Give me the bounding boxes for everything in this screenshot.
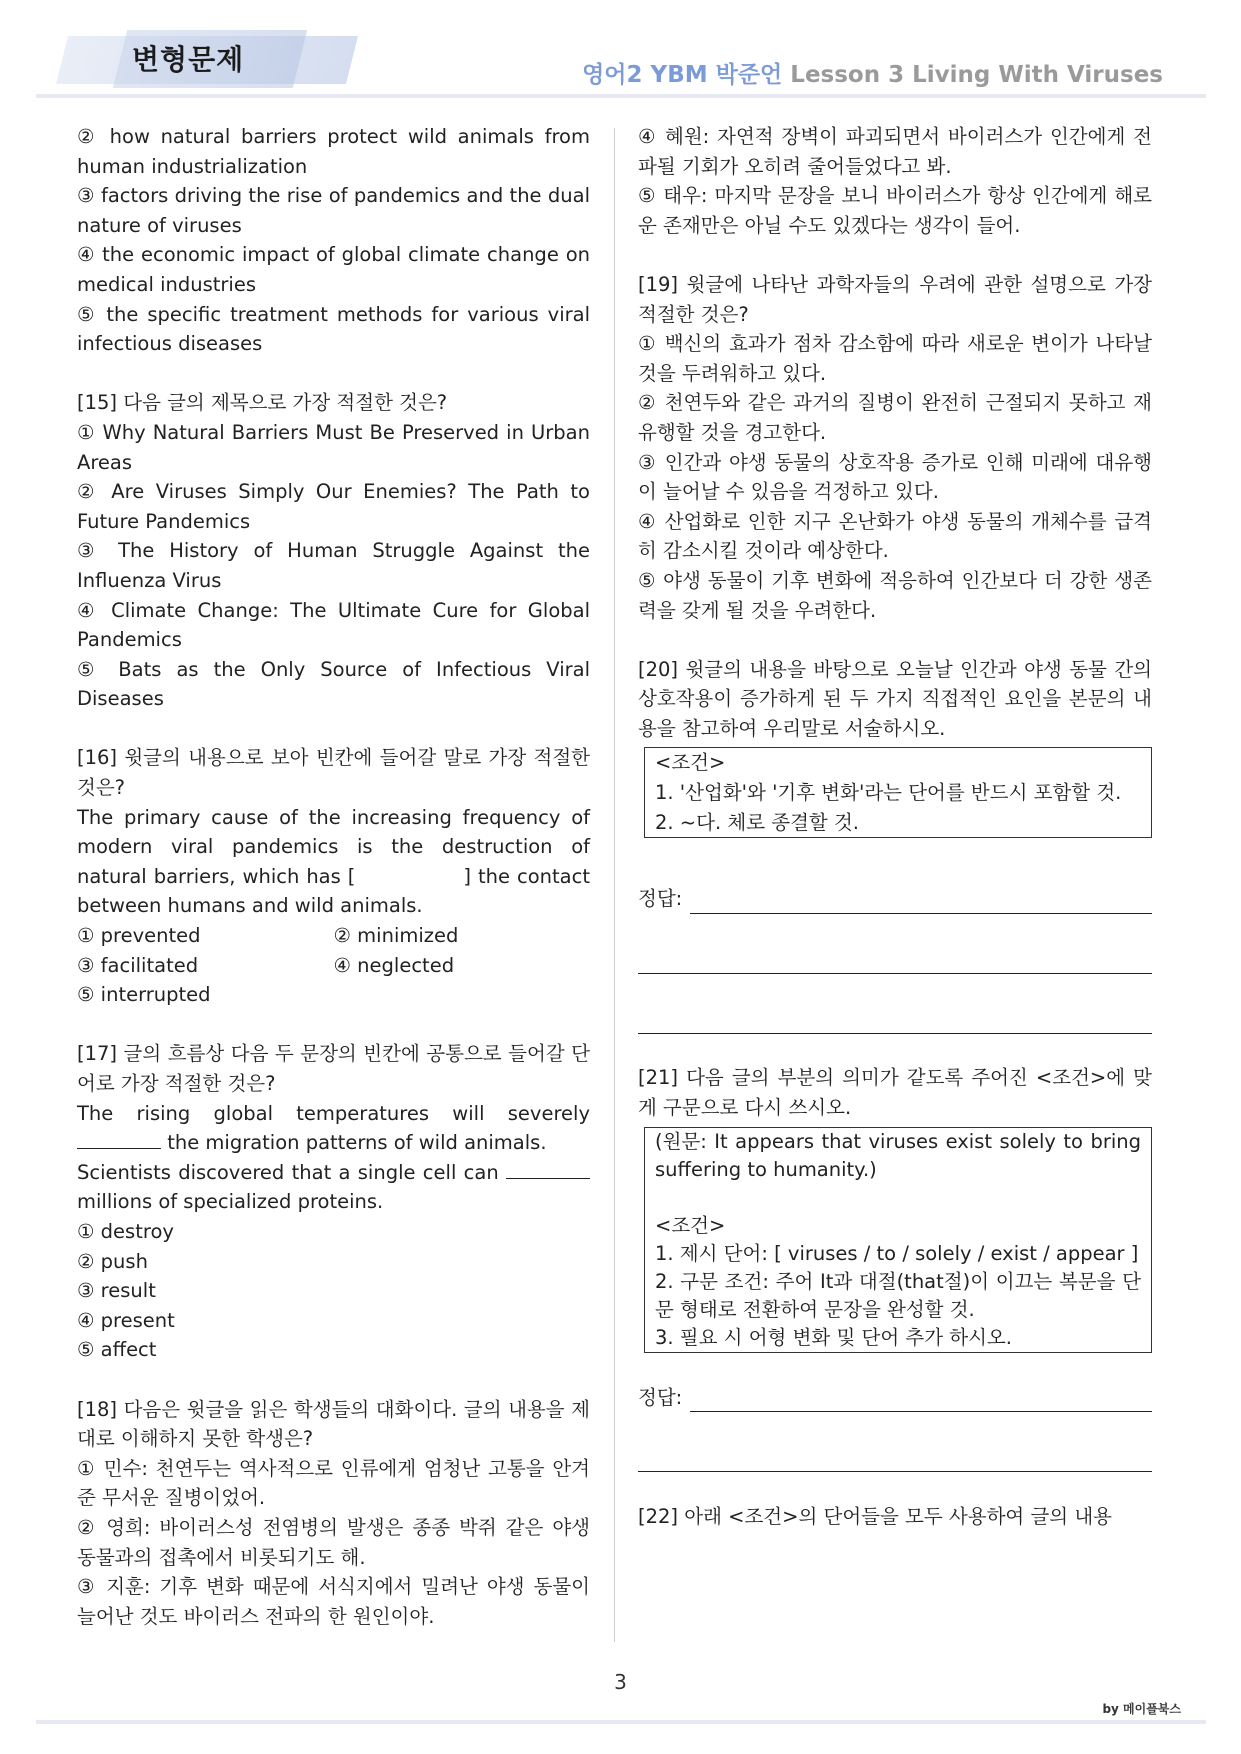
q19-option: ② 천연두와 같은 과거의 질병이 완전히 근절되지 못하고 재유행할 것을 경고한다.	[638, 391, 1152, 444]
q15-stem: [15] 다음 글의 제목으로 가장 적절한 것은?	[77, 391, 448, 415]
q17-s2-part-b: millions of specialized proteins.	[77, 1190, 384, 1214]
q18-option: ② 영희: 바이러스성 전염병의 발생은 종종 박쥐 같은 야생 동물과의 접촉에서 비롯되기도 해.	[77, 1515, 590, 1569]
q17-s2-part-a: Scientists discovered that a single cell can	[77, 1160, 499, 1184]
q17-blank	[506, 1160, 590, 1179]
q16-option: ⑤ interrupted	[77, 983, 211, 1007]
q18-stem: [18] 다음은 윗글을 읽은 학생들의 대화이다. 글의 내용을 제대로 이해하지 못한 학생은?	[77, 1397, 590, 1451]
q17-blank	[77, 1130, 161, 1149]
q18-option: ④ 혜원: 자연적 장벽이 파괴되면서 바이러스가 인간에게 전파될 기회가 오히려 줄어들었다고 봐.	[638, 125, 1152, 178]
answer-label: 정답:	[638, 1385, 683, 1409]
header-lesson: Lesson 3 Living With Viruses	[790, 62, 1163, 88]
q16-options-row	[77, 921, 590, 951]
q17-s1-part-a: The rising global temperatures will severely	[77, 1101, 590, 1125]
column-divider	[614, 128, 615, 1642]
q17-option: ④ present	[77, 1308, 175, 1332]
q14-option: ⑤ the specific treatment methods for various viral infectious diseases	[77, 302, 590, 356]
q19-stem: [19] 윗글에 나타난 과학자들의 우려에 관한 설명으로 가장 적절한 것은?	[638, 272, 1152, 326]
condition-title: <조건>	[655, 751, 726, 775]
footer-divider	[36, 1720, 1206, 1724]
q19-option: ③ 인간과 야생 동물의 상호작용 증가로 인해 미래에 대유행이 늘어날 수 있음을 걱정하고 있다.	[638, 450, 1152, 504]
answer-line[interactable]	[690, 889, 1152, 914]
q20-stem: [20] 윗글의 내용을 바탕으로 오늘날 인간과 야생 동물 간의 상호작용이 증가하게 된 두 가지 직접적인 요인을 본문의 내용을 참고하여 우리말로 서술하시오.	[638, 657, 1152, 740]
condition-item: 1. '산업화'와 '기후 변화'라는 단어를 반드시 포함할 것.	[655, 781, 1122, 805]
q16-option: ② minimized	[333, 924, 459, 948]
q16-stem: [16] 윗글의 내용으로 보아 빈칸에 들어갈 말로 가장 적절한 것은?	[77, 746, 590, 800]
page-number: 3	[614, 1670, 627, 1694]
q16-option: ① prevented	[77, 924, 201, 948]
q17-s1-part-b: the migration patterns of wild animals.	[167, 1131, 547, 1155]
q15-option: ③ The History of Human Struggle Against the Influenza Virus	[77, 539, 590, 592]
answer-label: 정답:	[638, 887, 683, 911]
section-label: 변형문제	[132, 43, 245, 76]
q21-condition-box	[644, 1127, 1152, 1353]
condition-title: <조건>	[655, 1213, 726, 1237]
q19-option: ⑤ 야생 동물이 기후 변화에 적응하여 인간보다 더 강한 생존력을 갖게 될 것을 우려한다.	[638, 568, 1152, 622]
q16-options-row	[77, 951, 590, 981]
q16-passage	[77, 803, 590, 921]
header-divider	[36, 94, 1206, 98]
q16-option: ④ neglected	[333, 953, 455, 977]
q15-option: ⑤ Bats as the Only Source of Infectious Viral Diseases	[77, 657, 590, 711]
header-subject: 영어2 YBM 박준언	[582, 62, 783, 88]
q14-option: ④ the economic impact of global climate change on medical industries	[77, 243, 590, 296]
condition-item: 2. 구문 조건: 주어 It과 대절(that절)이 이끄는 복문을 단문 형태로 전환하여 문장을 완성할 것.	[655, 1269, 1141, 1321]
q17-stem: [17] 글의 흐름상 다음 두 문장의 빈칸에 공통으로 들어갈 단어로 가장 적절한 것은?	[77, 1042, 590, 1095]
publisher-credit: by 메이플북스	[1102, 1702, 1181, 1716]
left-column	[77, 122, 590, 1631]
q15-option: ④ Climate Change: The Ultimate Cure for Global Pandemics	[77, 598, 590, 652]
q17-sentence-2	[77, 1158, 590, 1217]
q15-option: ② Are Viruses Simply Our Enemies? The Path to Future Pandemics	[77, 480, 590, 533]
q18-option: ① 민수: 천연두는 역사적으로 인류에게 엄청난 고통을 안겨준 무서운 질병이었어.	[77, 1456, 590, 1510]
q19-option: ① 백신의 효과가 점차 감소함에 따라 새로운 변이가 나타날 것을 두려워하고 있다.	[638, 332, 1152, 385]
q15-option: ① Why Natural Barriers Must Be Preserved in Urban Areas	[77, 420, 590, 474]
q18-option: ③ 지훈: 기후 변화 때문에 서식지에서 밀려난 야생 동물이 늘어난 것도 바이러스 전파의 한 원인이야.	[77, 1575, 590, 1628]
q17-option: ⑤ affect	[77, 1338, 157, 1362]
q16-passage-b: ] the contact between humans and wild animals.	[77, 864, 590, 918]
q19-option: ④ 산업화로 인한 지구 온난화가 야생 동물의 개체수를 급격히 감소시킬 것이라 예상한다.	[638, 509, 1152, 563]
q17-option: ① destroy	[77, 1219, 174, 1243]
right-column	[638, 122, 1152, 1532]
q21-stem: [21] 다음 글의 부분의 의미가 같도록 주어진 <조건>에 맞게 구문으로 다시 쓰시오.	[638, 1066, 1152, 1120]
condition-item: 3. 필요 시 어형 변화 및 단어 추가 하시오.	[655, 1325, 1012, 1349]
q22-stem: [22] 아래 <조건>의 단어들을 모두 사용하여 글의 내용	[638, 1505, 1112, 1529]
q17-option: ② push	[77, 1249, 148, 1273]
q14-option: ③ factors driving the rise of pandemics and the dual nature of viruses	[77, 184, 590, 237]
answer-line[interactable]	[690, 1387, 1152, 1412]
original-sentence: (원문: It appears that viruses exist solely to bring suffering to humanity.)	[655, 1129, 1141, 1181]
q20-condition-box	[644, 747, 1152, 838]
answer-line[interactable]	[638, 972, 1152, 974]
q21-answer-row	[638, 1383, 1152, 1413]
condition-item: 2. ~다. 체로 종결할 것.	[655, 810, 859, 834]
q16-passage-a: The primary cause of the increasing frequency of modern viral pandemics is the destruction of natural barriers, which has [	[77, 805, 590, 888]
q17-sentence-1	[77, 1099, 590, 1158]
q18-option: ⑤ 태우: 마지막 문장을 보니 바이러스가 항상 인간에게 해로운 존재만은 아닐 수도 있겠다는 생각이 들어.	[638, 184, 1152, 237]
condition-item: 1. 제시 단어: [ viruses / to / solely / exist / appear ]	[655, 1241, 1139, 1265]
q20-answer-row	[638, 884, 1152, 914]
header-title	[582, 56, 1163, 89]
q17-option: ③ result	[77, 1279, 156, 1303]
q16-option: ③ facilitated	[77, 953, 199, 977]
q14-option: ② how natural barriers protect wild animals from human industrialization	[77, 125, 590, 178]
